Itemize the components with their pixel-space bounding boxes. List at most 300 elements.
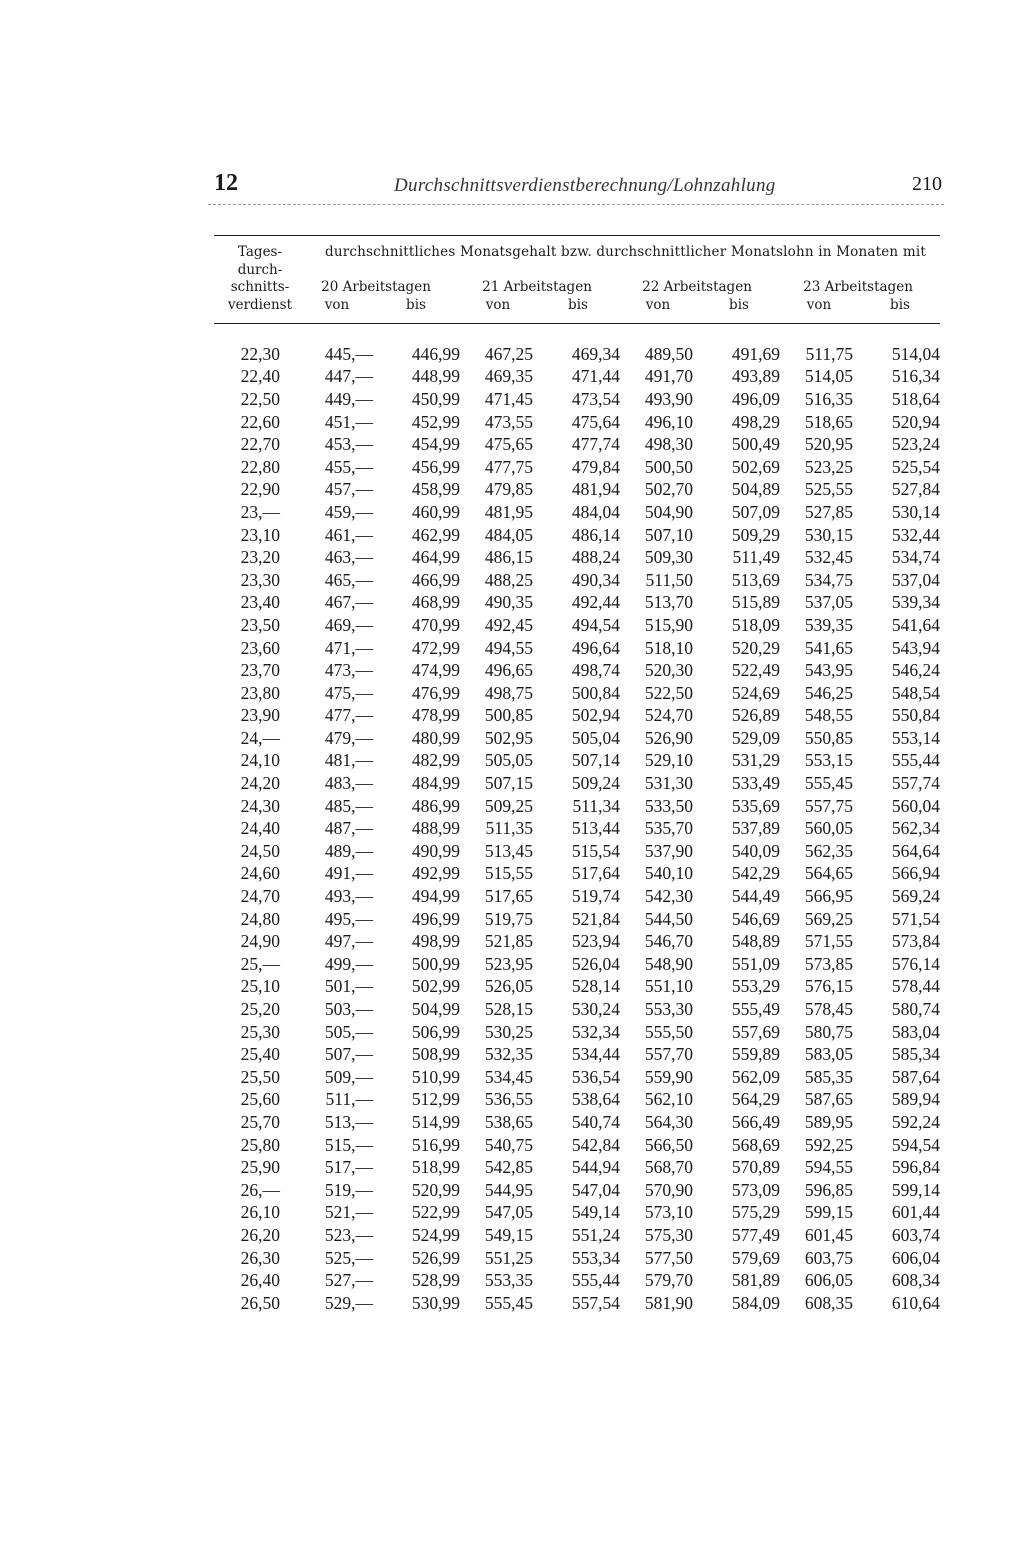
tagesdurchschnitt-cell: 25,80 [240,1134,280,1155]
von-22-cell: 564,30 [644,1111,693,1132]
group-label-20: 20 Arbeitstagen [321,279,431,295]
von-23-cell: 546,25 [804,682,853,703]
bis-21-cell: 523,94 [571,931,620,952]
tagesdurchschnitt-cell: 23,30 [240,569,280,590]
von-23-cell: 557,75 [804,795,853,816]
von-22-cell: 575,30 [644,1224,693,1245]
bis-23-cell: 599,14 [891,1179,940,1200]
tagesdurchschnitt-cell: 24,60 [240,863,280,884]
bis-23-cell: 550,84 [891,705,940,726]
bis-21-cell: 521,84 [571,908,620,929]
table-row [214,1066,940,1089]
bis-23-cell: 537,04 [891,569,940,590]
bis-23-cell: 580,74 [891,999,940,1020]
bis-22-cell: 559,89 [731,1044,780,1065]
bis-20-cell: 468,99 [411,592,460,613]
bis-21-cell: 486,14 [571,524,620,545]
bis-23-cell: 569,24 [891,886,940,907]
von-21-cell: 523,95 [484,953,533,974]
tagesdurchschnitt-cell: 26,30 [240,1247,280,1268]
table-row [214,1269,940,1292]
bis-22-cell: 568,69 [731,1134,780,1155]
tagesdurchschnitt-cell: 24,10 [240,750,280,771]
von-20-cell: 471,— [324,637,373,658]
von-21-cell: 490,35 [484,592,533,613]
table-row [214,976,940,999]
tagesdurchschnitt-cell: 23,— [240,501,280,522]
bis-21-cell: 484,04 [571,501,620,522]
tagesdurchschnitt-cell: 22,70 [240,434,280,455]
bis-23-cell: 546,24 [891,660,940,681]
von-20-cell: 467,— [324,592,373,613]
bis-21-cell: 515,54 [571,840,620,861]
table-row [214,592,940,615]
von-23-cell: 606,05 [804,1270,853,1291]
von-21-cell: 551,25 [484,1247,533,1268]
von-23-cell: 550,85 [804,727,853,748]
bis-22-cell: 535,69 [731,795,780,816]
row-header-line: durch- [237,261,283,278]
bis-20-cell: 522,99 [411,1202,460,1223]
tagesdurchschnitt-cell: 23,10 [240,524,280,545]
tagesdurchschnitt-cell: 24,80 [240,908,280,929]
tagesdurchschnitt-cell: 22,60 [240,411,280,432]
bis-22-cell: 557,69 [731,1021,780,1042]
bis-20-cell: 486,99 [411,795,460,816]
von-21-cell: 494,55 [484,637,533,658]
von-23-cell: 592,25 [804,1134,853,1155]
von-20-cell: 479,— [324,727,373,748]
von-21-cell: 547,05 [484,1202,533,1223]
table-row [214,411,940,434]
tagesdurchschnitt-cell: 24,20 [240,773,280,794]
bis-23-cell: 525,54 [891,456,940,477]
von-21-cell: 521,85 [484,931,533,952]
bis-22-cell: 493,89 [731,366,780,387]
bis-22-cell: 526,89 [731,705,780,726]
page-header [214,170,942,204]
bis-20-cell: 514,99 [411,1111,460,1132]
bis-20-cell: 490,99 [411,840,460,861]
bis-20-cell: 480,99 [411,727,460,748]
bis-20-cell: 456,99 [411,456,460,477]
von-20-cell: 487,— [324,818,373,839]
von-21-cell: 544,95 [484,1179,533,1200]
von-21-cell: 549,15 [484,1224,533,1245]
von-23-cell: 532,45 [804,547,853,568]
von-21-cell: 505,05 [484,750,533,771]
bis-20-cell: 484,99 [411,773,460,794]
tagesdurchschnitt-cell: 23,90 [240,705,280,726]
von-20-cell: 451,— [324,411,373,432]
von-23-cell: 585,35 [804,1066,853,1087]
tagesdurchschnitt-cell: 25,— [240,953,280,974]
table-row [214,1179,940,1202]
bis-20-cell: 478,99 [411,705,460,726]
von-20-cell: 455,— [324,456,373,477]
von-20-cell: 481,— [324,750,373,771]
bis-23-cell: 560,04 [891,795,940,816]
von-21-cell: 534,45 [484,1066,533,1087]
bis-23-cell: 601,44 [891,1202,940,1223]
von-21-cell: 517,65 [484,886,533,907]
tagesdurchschnitt-cell: 23,60 [240,637,280,658]
von-23-cell: 603,75 [804,1247,853,1268]
von-23-cell: 553,15 [804,750,853,771]
bis-23-cell: 589,94 [891,1089,940,1110]
bis-21-cell: 544,94 [571,1157,620,1178]
table-row [214,885,940,908]
von-21-cell: 471,45 [484,388,533,409]
table-row [214,908,940,931]
tagesdurchschnitt-cell: 25,10 [240,976,280,997]
von-23-cell: 530,15 [804,524,853,545]
von-22-cell: 544,50 [644,908,693,929]
bis-21-cell: 494,54 [571,614,620,635]
von-20-cell: 459,— [324,501,373,522]
table-head-rule [214,323,940,324]
table-row [214,772,940,795]
von-20-cell: 483,— [324,773,373,794]
von-21-cell: 484,05 [484,524,533,545]
bis-20-cell: 528,99 [411,1270,460,1291]
von-21-cell: 515,55 [484,863,533,884]
bis-23-cell: 543,94 [891,637,940,658]
bis-20-cell: 462,99 [411,524,460,545]
bis-22-cell: 573,09 [731,1179,780,1200]
bis-22-cell: 491,69 [731,343,780,364]
running-title: Durchschnittsverdienstberechnung/Lohnzahlung [394,175,776,196]
von-20-cell: 529,— [324,1292,373,1313]
von-21-cell: 513,45 [484,840,533,861]
von-20-cell: 501,— [324,976,373,997]
von-label: von [324,297,350,313]
von-22-cell: 537,90 [644,840,693,861]
von-23-cell: 511,75 [805,343,853,364]
von-22-cell: 559,90 [644,1066,693,1087]
von-21-cell: 530,25 [484,1021,533,1042]
tagesdurchschnitt-cell: 25,50 [240,1066,280,1087]
bis-22-cell: 584,09 [731,1292,780,1313]
table-row [214,479,940,502]
bis-22-cell: 502,69 [731,456,780,477]
von-23-cell: 596,85 [804,1179,853,1200]
von-23-cell: 555,45 [804,773,853,794]
von-22-cell: 555,50 [644,1021,693,1042]
bis-20-cell: 494,99 [411,886,460,907]
bis-21-cell: 490,34 [571,569,620,590]
bis-20-cell: 458,99 [411,479,460,500]
tagesdurchschnitt-cell: 23,20 [240,547,280,568]
table-row [214,705,940,728]
von-20-cell: 519,— [324,1179,373,1200]
bis-23-cell: 553,14 [891,727,940,748]
bis-20-cell: 492,99 [411,863,460,884]
group-label-23: 23 Arbeitstagen [803,279,913,295]
von-21-cell: 540,75 [484,1134,533,1155]
bis-21-cell: 528,14 [571,976,620,997]
von-20-cell: 453,— [324,434,373,455]
von-22-cell: 524,70 [644,705,693,726]
von-20-cell: 491,— [324,863,373,884]
bis-21-cell: 469,34 [571,343,620,364]
table-body [214,343,940,1315]
von-21-cell: 509,25 [484,795,533,816]
bis-23-cell: 564,64 [891,840,940,861]
von-21-cell: 479,85 [484,479,533,500]
bis-22-cell: 498,29 [731,411,780,432]
tagesdurchschnitt-cell: 22,40 [240,366,280,387]
bis-20-cell: 512,99 [411,1089,460,1110]
bis-20-cell: 470,99 [411,614,460,635]
column-spanner: durchschnittliches Monatsgehalt bzw. durchschnittlicher Monatslohn in Monaten mit [325,244,926,260]
von-23-cell: 548,55 [804,705,853,726]
tagesdurchschnitt-cell: 23,50 [240,614,280,635]
von-22-cell: 496,10 [644,411,693,432]
bis-21-cell: 551,24 [571,1224,620,1245]
table-row [214,795,940,818]
von-20-cell: 475,— [324,682,373,703]
table-row [214,614,940,637]
von-22-cell: 504,90 [644,501,693,522]
von-22-cell: 577,50 [644,1247,693,1268]
table-row [214,863,940,886]
group-label-21: 21 Arbeitstagen [482,279,592,295]
von-22-cell: 551,10 [644,976,693,997]
table-row [214,1202,940,1225]
von-label: von [645,297,671,313]
tagesdurchschnitt-cell: 22,80 [240,456,280,477]
bis-21-cell: 553,34 [571,1247,620,1268]
bis-22-cell: 529,09 [731,727,780,748]
table-row [214,930,940,953]
table-row [214,569,940,592]
von-20-cell: 527,— [324,1270,373,1291]
bis-21-cell: 502,94 [571,705,620,726]
bis-23-cell: 566,94 [891,863,940,884]
von-23-cell: 525,55 [804,479,853,500]
tagesdurchschnitt-cell: 22,50 [240,388,280,409]
von-20-cell: 499,— [324,953,373,974]
von-label: von [485,297,511,313]
bis-22-cell: 522,49 [731,660,780,681]
bis-21-cell: 517,64 [571,863,620,884]
von-23-cell: 514,05 [804,366,853,387]
bis-21-cell: 471,44 [571,366,620,387]
tagesdurchschnitt-cell: 24,— [240,727,280,748]
bis-23-cell: 557,74 [891,773,940,794]
von-20-cell: 461,— [324,524,373,545]
bis-20-cell: 472,99 [411,637,460,658]
table-row [214,1247,940,1270]
bis-21-cell: 500,84 [571,682,620,703]
von-label: von [806,297,832,313]
von-21-cell: 532,35 [484,1044,533,1065]
row-header-label [214,244,306,314]
bis-21-cell: 532,34 [571,1021,620,1042]
table-row [214,1156,940,1179]
table-row [214,388,940,411]
bis-23-cell: 541,64 [891,614,940,635]
bis-20-cell: 516,99 [411,1134,460,1155]
bis-21-cell: 477,74 [571,434,620,455]
bis-20-cell: 482,99 [411,750,460,771]
von-23-cell: 566,95 [804,886,853,907]
bis-20-cell: 452,99 [411,411,460,432]
bis-21-cell: 540,74 [571,1111,620,1132]
bis-23-cell: 573,84 [891,931,940,952]
von-23-cell: 518,65 [804,411,853,432]
bis-21-cell: 505,04 [571,727,620,748]
bis-22-cell: 577,49 [731,1224,780,1245]
row-header-line: schnitts- [230,279,290,295]
von-20-cell: 485,— [324,795,373,816]
tagesdurchschnitt-cell: 25,90 [240,1157,280,1178]
von-22-cell: 533,50 [644,795,693,816]
bis-20-cell: 502,99 [411,976,460,997]
tagesdurchschnitt-cell: 23,70 [240,660,280,681]
table-row [214,524,940,547]
bis-23-cell: 576,14 [891,953,940,974]
table-row [214,682,940,705]
tagesdurchschnitt-cell: 23,40 [240,592,280,613]
bis-20-cell: 466,99 [411,569,460,590]
table-row [214,1292,940,1315]
bis-22-cell: 575,29 [731,1202,780,1223]
von-23-cell: 608,35 [804,1292,853,1313]
bis-23-cell: 596,84 [891,1157,940,1178]
bis-22-cell: 537,89 [731,818,780,839]
bis-23-cell: 610,64 [891,1292,940,1313]
bis-20-cell: 520,99 [411,1179,460,1200]
bis-20-cell: 448,99 [411,366,460,387]
von-23-cell: 541,65 [804,637,853,658]
bis-22-cell: 548,89 [731,931,780,952]
von-21-cell: 477,75 [484,456,533,477]
tagesdurchschnitt-cell: 24,70 [240,886,280,907]
bis-20-cell: 464,99 [411,547,460,568]
bis-21-cell: 557,54 [571,1292,620,1313]
bis-22-cell: 542,29 [731,863,780,884]
bis-23-cell: 583,04 [891,1021,940,1042]
von-21-cell: 536,55 [484,1089,533,1110]
von-20-cell: 513,— [324,1111,373,1132]
von-20-cell: 495,— [324,908,373,929]
tagesdurchschnitt-cell: 24,30 [240,795,280,816]
bis-23-cell: 571,54 [891,908,940,929]
bis-22-cell: 518,09 [731,614,780,635]
von-20-cell: 509,— [324,1066,373,1087]
von-20-cell: 463,— [324,547,373,568]
bis-21-cell: 513,44 [571,818,620,839]
bis-21-cell: 481,94 [571,479,620,500]
von-20-cell: 493,— [324,886,373,907]
bis-20-cell: 474,99 [411,660,460,681]
table-row [214,998,940,1021]
von-20-cell: 465,— [324,569,373,590]
von-22-cell: 502,70 [644,479,693,500]
bis-22-cell: 504,89 [731,479,780,500]
bis-21-cell: 549,14 [571,1202,620,1223]
von-22-cell: 518,10 [644,637,693,658]
von-21-cell: 475,65 [484,434,533,455]
table-row [214,840,940,863]
von-23-cell: 587,65 [804,1089,853,1110]
tagesdurchschnitt-cell: 22,30 [240,343,280,364]
tagesdurchschnitt-cell: 25,40 [240,1044,280,1065]
tagesdurchschnitt-cell: 26,20 [240,1224,280,1245]
von-20-cell: 497,— [324,931,373,952]
von-23-cell: 569,25 [804,908,853,929]
von-21-cell: 502,95 [484,727,533,748]
von-23-cell: 562,35 [804,840,853,861]
bis-23-cell: 578,44 [891,976,940,997]
table-row [214,456,940,479]
von-23-cell: 537,05 [804,592,853,613]
bis-23-cell: 534,74 [891,547,940,568]
von-21-cell: 467,25 [484,343,533,364]
bis-20-cell: 506,99 [411,1021,460,1042]
von-23-cell: 571,55 [804,931,853,952]
bis-20-cell: 476,99 [411,682,460,703]
von-21-cell: 492,45 [484,614,533,635]
bis-21-cell: 492,44 [571,592,620,613]
tagesdurchschnitt-cell: 23,80 [240,682,280,703]
bis-22-cell: 555,49 [731,999,780,1020]
von-21-cell: 511,35 [485,818,533,839]
bis-21-cell: 538,64 [571,1089,620,1110]
table-row [214,343,940,366]
von-22-cell: 526,90 [644,727,693,748]
von-22-cell: 511,50 [645,569,693,590]
von-22-cell: 562,10 [644,1089,693,1110]
von-22-cell: 522,50 [644,682,693,703]
table-row [214,659,940,682]
table-row [214,366,940,389]
bis-22-cell: 531,29 [731,750,780,771]
bis-20-cell: 454,99 [411,434,460,455]
bis-20-cell: 496,99 [411,908,460,929]
bis-22-cell: 515,89 [731,592,780,613]
group-label-22: 22 Arbeitstagen [642,279,752,295]
bis-23-cell: 606,04 [891,1247,940,1268]
salary-table [214,343,940,1315]
bis-22-cell: 581,89 [731,1270,780,1291]
bis-21-cell: 542,84 [571,1134,620,1155]
bis-20-cell: 498,99 [411,931,460,952]
von-22-cell: 581,90 [644,1292,693,1313]
von-23-cell: 594,55 [804,1157,853,1178]
table-top-rule [214,235,940,236]
von-20-cell: 473,— [324,660,373,681]
von-21-cell: 496,65 [484,660,533,681]
table-row [214,546,940,569]
bis-21-cell: 479,84 [571,456,620,477]
bis-20-cell: 526,99 [411,1247,460,1268]
bis-label: bis [890,297,910,313]
von-21-cell: 481,95 [484,501,533,522]
bis-21-cell: 509,24 [571,773,620,794]
bis-20-cell: 530,99 [411,1292,460,1313]
bis-22-cell: 562,09 [731,1066,780,1087]
von-22-cell: 513,70 [644,592,693,613]
von-22-cell: 515,90 [644,614,693,635]
table-row [214,1111,940,1134]
von-22-cell: 566,50 [644,1134,693,1155]
von-21-cell: 498,75 [484,682,533,703]
von-23-cell: 578,45 [804,999,853,1020]
von-20-cell: 447,— [324,366,373,387]
